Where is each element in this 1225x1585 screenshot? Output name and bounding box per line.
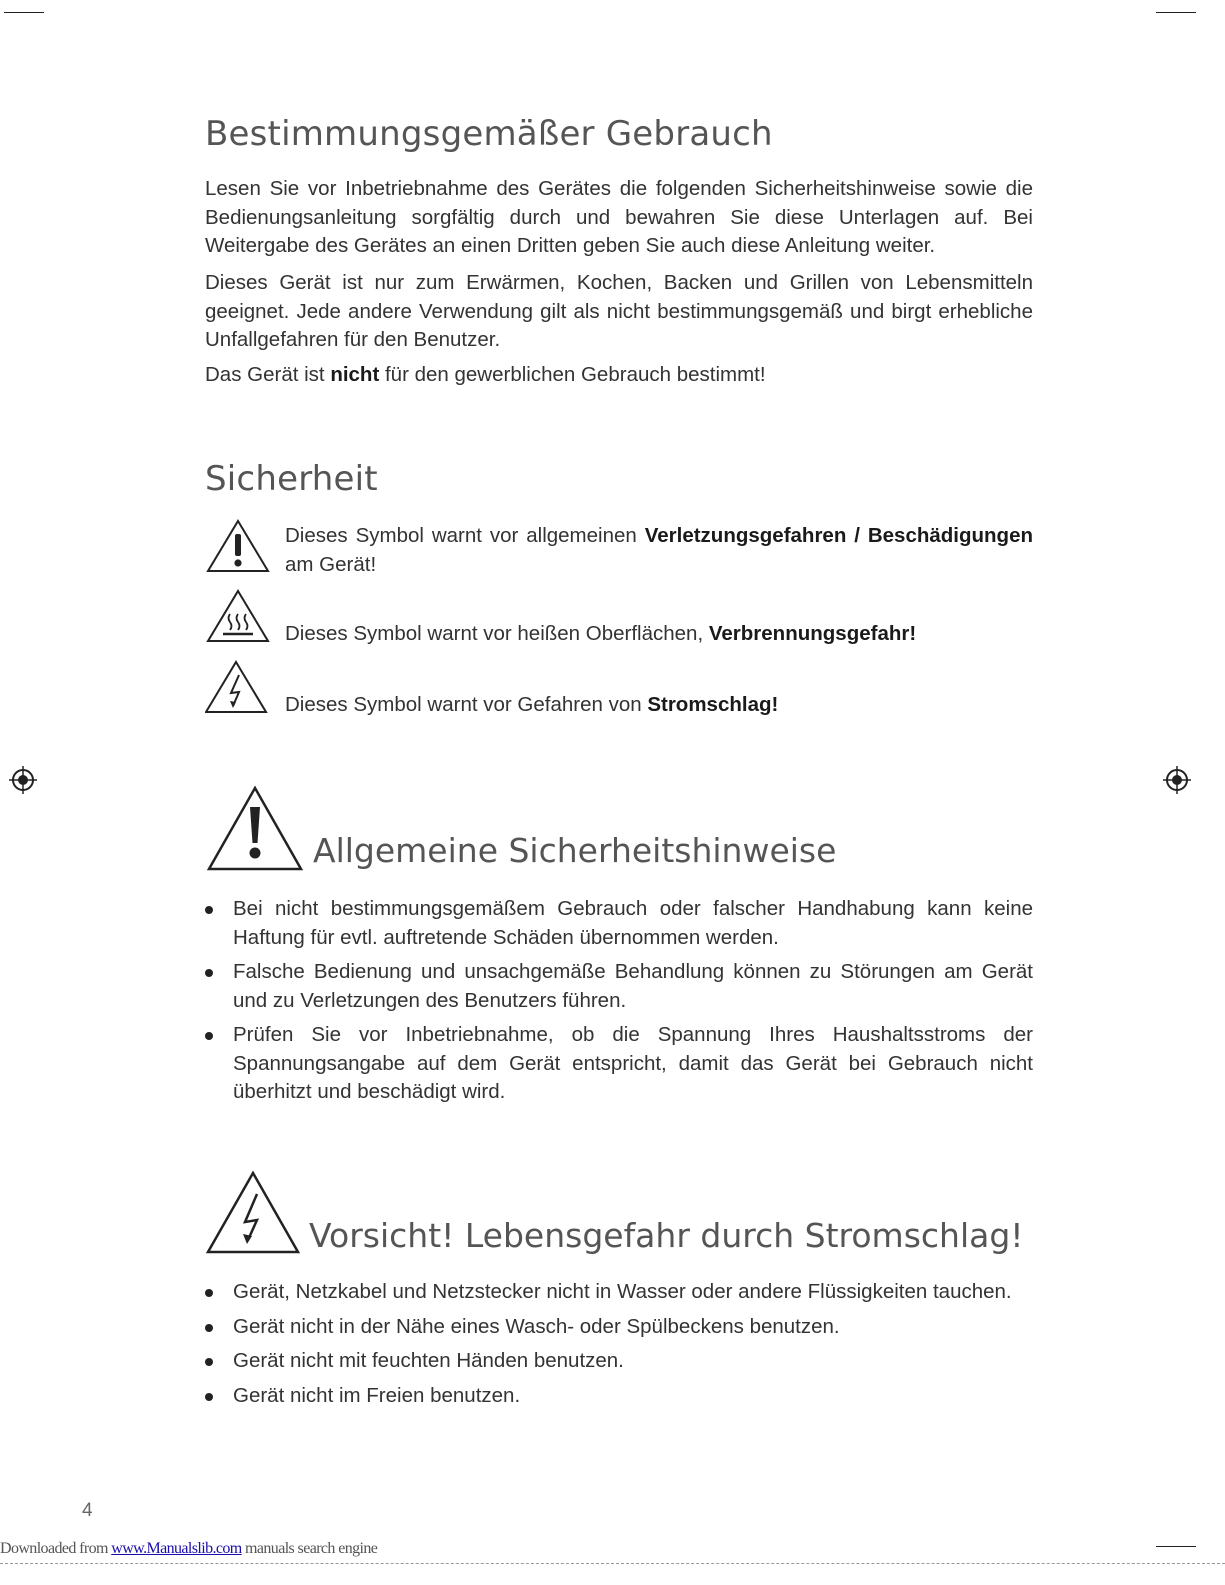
- registration-mark-icon: [1162, 765, 1192, 795]
- page-number: 4: [82, 1500, 93, 1521]
- hot-surface-icon: [205, 588, 271, 644]
- usage-paragraph: Dieses Gerät ist nur zum Erwärmen, Kochen, Backen und Grillen von Lebensmitteln geeignet. Jede andere Verwendung gilt als nicht bestimmungsgemäß und birgt erhebliche Unfallgefahren für den Benutzer.: [205, 271, 1033, 351]
- list-item: Bei nicht bestimmungsgemäßem Gebrauch oder falscher Handhabung kann keine Haftung für evtl. auftretende Schäden übernommen werden.: [205, 895, 1033, 952]
- list-item: Falsche Bedienung und unsachgemäße Behandlung können zu Störungen am Gerät und zu Verletzungen des Benutzers führen.: [205, 958, 1033, 1015]
- section-title-bestimmungsgemaesser-gebrauch: Bestimmungsgemäßer Gebrauch: [205, 114, 773, 154]
- symbol-row-hot-surface: [205, 588, 1033, 654]
- list-item: Gerät nicht mit feuchten Händen benutzen.: [205, 1347, 1033, 1376]
- list-item: Gerät nicht im Freien benutzen.: [205, 1382, 1033, 1411]
- symbol-text-general: Dieses Symbol warnt vor allgemeinen Verletzungsgefahren / Beschädigungen am Gerät!: [285, 524, 1034, 576]
- symbol-row-electric: [205, 659, 1033, 725]
- electric-shock-icon: [205, 659, 271, 715]
- section-title-sicherheit: Sicherheit: [205, 459, 378, 499]
- warning-exclamation-icon: [205, 785, 305, 873]
- crop-mark: [1156, 12, 1196, 13]
- intro-paragraph: Lesen Sie vor Inbetriebnahme des Gerätes die folgenden Sicherheitshinweise sowie die Bedienungsanleitung sorgfältig durch und bewahren Sie diese Unterlagen auf. Bei Weitergabe des Gerätes an einen Dritten geben Sie auch diese Anleitung weiter.: [205, 177, 1033, 257]
- manualslib-link[interactable]: www.Manualslib.com: [111, 1540, 242, 1557]
- section-title-allgemeine-sicherheitshinweise: Allgemeine Sicherheitshinweise: [313, 831, 837, 870]
- list-item: Gerät, Netzkabel und Netzstecker nicht in Wasser oder andere Flüssigkeiten tauchen.: [205, 1278, 1033, 1307]
- emphasis-nicht: nicht: [330, 363, 380, 386]
- footer-divider: [0, 1563, 1225, 1564]
- electric-safety-list: [205, 1278, 1033, 1416]
- electric-shock-icon: [205, 1170, 301, 1256]
- registration-mark-icon: [8, 765, 38, 795]
- general-safety-heading: [205, 785, 1033, 875]
- warning-exclamation-icon: [205, 518, 271, 574]
- section-title-vorsicht-stromschlag: Vorsicht! Lebensgefahr durch Stromschlag!: [309, 1216, 1024, 1255]
- symbol-text-electric: Dieses Symbol warnt vor Gefahren von Stromschlag!: [285, 693, 779, 716]
- crop-mark: [4, 12, 44, 13]
- list-item: Gerät nicht in der Nähe eines Wasch- oder Spülbeckens benutzen.: [205, 1313, 1033, 1342]
- list-item: Prüfen Sie vor Inbetriebnahme, ob die Spannung Ihres Haushaltsstroms der Spannungsangabe auf dem Gerät entspricht, damit das Gerät bei Gebrauch nicht überhitzt und beschädigt wird.: [205, 1021, 1033, 1107]
- electric-shock-heading: [205, 1170, 1033, 1260]
- crop-mark: [1156, 1546, 1196, 1547]
- download-footer: Downloaded from www.Manualslib.com manuals search engine: [0, 1540, 378, 1557]
- general-safety-list: [205, 895, 1033, 1113]
- symbol-row-general: [205, 518, 1033, 584]
- commercial-use-note: Das Gerät ist nicht für den gewerblichen Gebrauch bestimmt!: [205, 363, 766, 386]
- symbol-text-hot-surface: Dieses Symbol warnt vor heißen Oberflächen, Verbrennungsgefahr!: [285, 622, 917, 645]
